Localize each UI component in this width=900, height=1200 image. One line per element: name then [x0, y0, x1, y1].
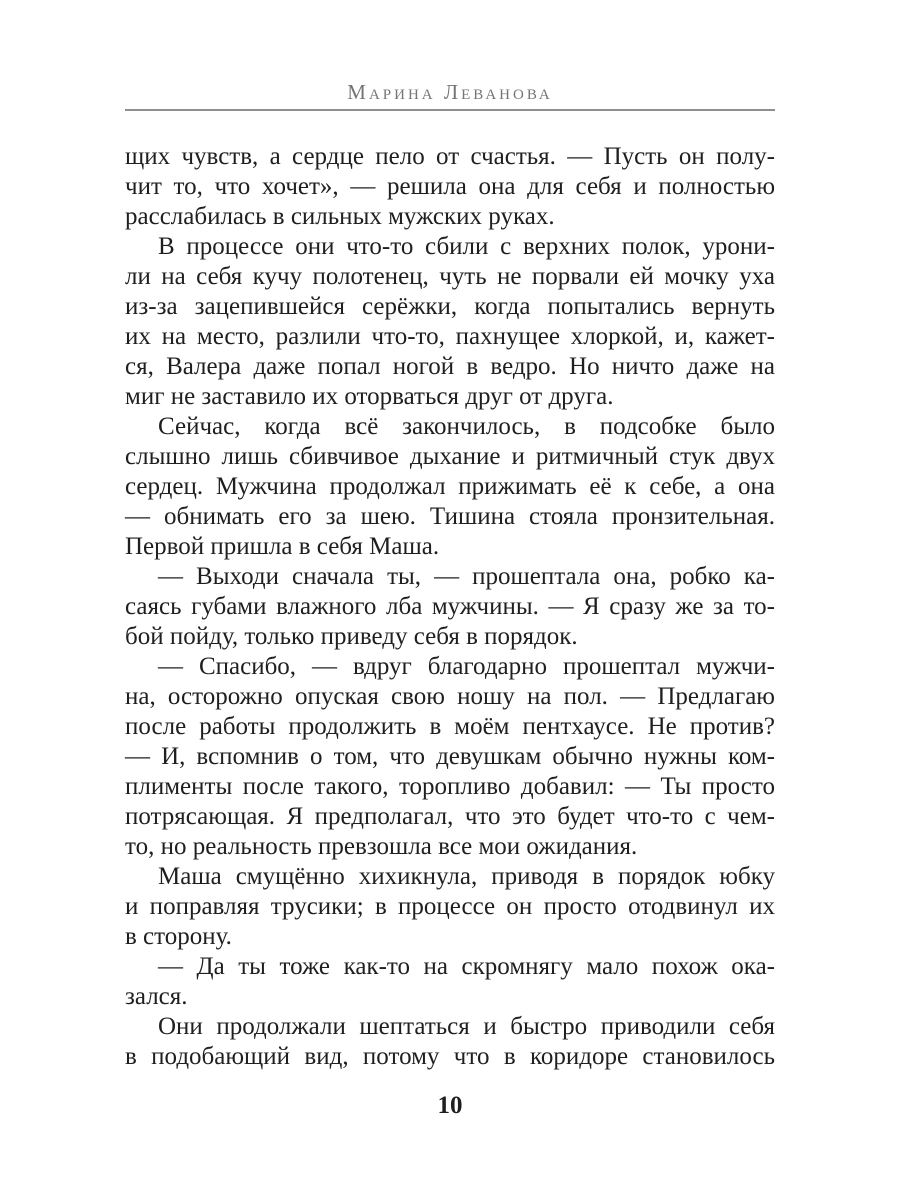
text-line: Первой пришла в себя Маша. — [125, 533, 440, 560]
text-line: сердец. Мужчина продолжал прижимать её к себе, а она — [125, 473, 775, 500]
text-line: после работы продолжить в моём пентхаусе. Не против? — [125, 713, 775, 740]
paragraph — [125, 562, 775, 652]
author-name: Марина Леванова — [347, 80, 553, 104]
text-line: и поправляя трусики; в процессе он просто отодвинул их — [125, 893, 775, 920]
body-text — [125, 142, 775, 1072]
text-line: чит то, что хочет», — решила она для себя и полностью — [125, 173, 775, 200]
text-line: в сторону. — [125, 923, 232, 950]
text-line: Сейчас, когда всё закончилось, в подсобке было — [158, 413, 775, 440]
text-line: — Да ты тоже как-то на скромнягу мало похож ока- — [158, 953, 775, 980]
text-line: миг не заставило их оторваться друг от друга. — [125, 383, 614, 410]
text-line: потрясающая. Я предполагал, что это будет что-то с чем- — [125, 803, 775, 830]
text-line: то, но реальность превзошла все мои ожидания. — [125, 833, 638, 860]
text-line: саясь губами влажного лба мужчины. — Я сразу же за то- — [125, 593, 775, 620]
text-line: на, осторожно опуская свою ношу на пол. — Предлагаю — [125, 683, 775, 710]
header-rule — [125, 109, 775, 111]
text-line: — Выходи сначала ты, — прошептала она, робко ка- — [158, 563, 775, 590]
paragraph — [125, 952, 775, 1012]
text-line: зался. — [125, 983, 188, 1010]
paragraph — [125, 862, 775, 952]
text-line: — И, вспомнив о том, что девушкам обычно нужны ком- — [125, 743, 775, 770]
text-line: ли на себя кучу полотенец, чуть не порвали ей мочку уха — [125, 263, 775, 290]
paragraph — [125, 652, 775, 862]
text-line: В процессе они что-то сбили с верхних полок, урони- — [158, 233, 775, 260]
text-line: щих чувств, а сердце пело от счастья. — Пусть он полу- — [125, 143, 775, 170]
text-line: Маша смущённо хихикнула, приводя в порядок юбку — [158, 863, 775, 890]
text-line: расслабилась в сильных мужских руках. — [125, 203, 555, 230]
page-number: 10 — [437, 1092, 463, 1119]
paragraph — [125, 232, 775, 412]
text-line: Они продолжали шептаться и быстро приводили себя — [158, 1013, 775, 1040]
paragraph — [125, 142, 775, 232]
text-line: — Спасибо, — вдруг благодарно прошептал мужчи- — [158, 653, 775, 680]
text-line: из-за зацепившейся серёжки, когда попытались вернуть — [125, 293, 775, 320]
text-line: слышно лишь сбивчивое дыхание и ритмичный стук двух — [125, 443, 775, 470]
text-line: плименты после такого, торопливо добавил: — Ты просто — [125, 773, 775, 800]
running-header — [0, 0, 900, 111]
paragraph — [125, 1012, 775, 1072]
text-line: ся, Валера даже попал ногой в ведро. Но ничто даже на — [125, 353, 775, 380]
text-line: бой пойду, только приведу себя в порядок. — [125, 623, 578, 650]
text-line: — обнимать его за шею. Тишина стояла пронзительная. — [125, 503, 775, 530]
text-line: их на место, разлили что-то, пахнущее хлоркой, и, кажет- — [125, 323, 775, 350]
paragraph — [125, 412, 775, 562]
text-line: в подобающий вид, потому что в коридоре становилось — [125, 1043, 775, 1070]
